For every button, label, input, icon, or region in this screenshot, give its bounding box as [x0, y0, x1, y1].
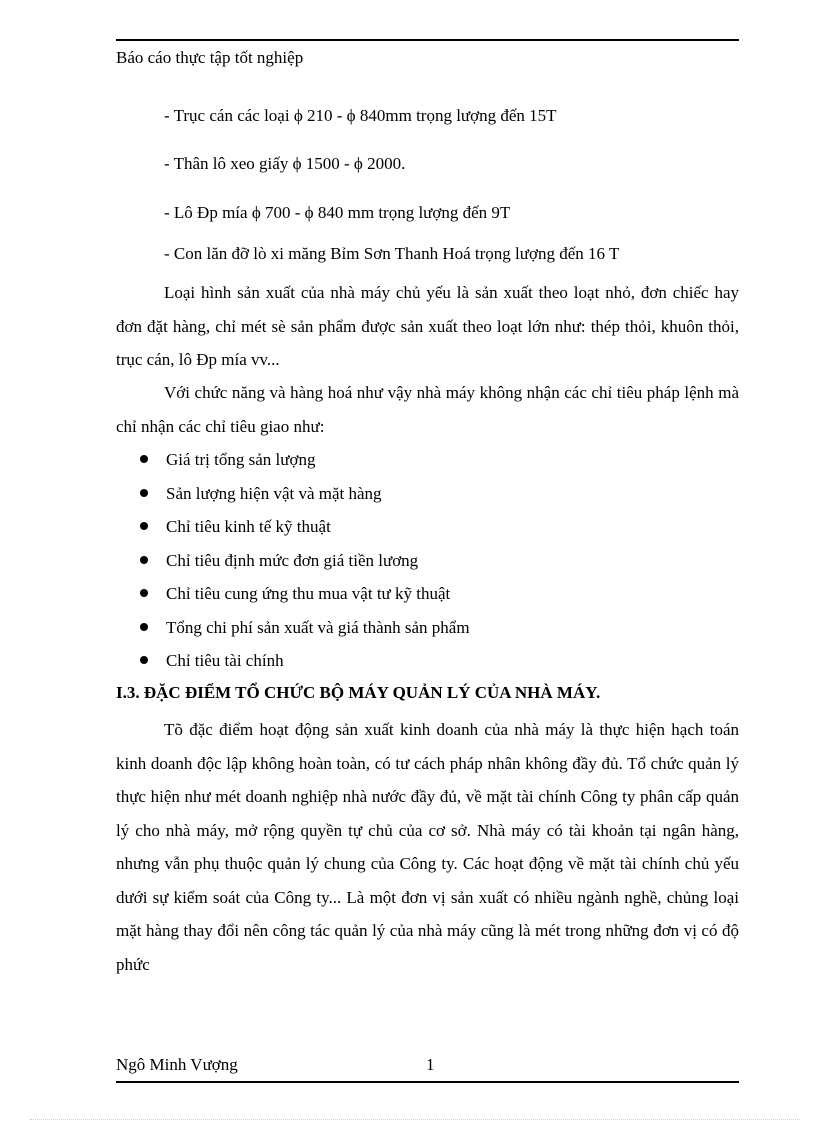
indicator-list: [116, 443, 470, 678]
list-item: Chỉ tiêu tài chính: [116, 644, 470, 678]
list-item: Giá trị tổng sản lượng: [116, 443, 470, 477]
paragraph-production-type: [116, 276, 739, 377]
paragraph-indicators-intro: [116, 376, 739, 443]
footer-author: Ngô Minh Vượng: [116, 1055, 238, 1074]
bullet-icon: [140, 556, 148, 564]
bullet-icon: [140, 489, 148, 497]
page-number: 1: [426, 1055, 435, 1074]
product-line: - Lô Ðp mía ϕ 700 - ϕ 840 mm trọng lượng đến 9T: [164, 203, 511, 222]
product-line: - Trục cán các loại ϕ 210 - ϕ 840mm trọng lượng đến 15T: [164, 106, 557, 125]
bullet-icon: [140, 522, 148, 530]
page-header-title: Báo cáo thực tập tốt nghiệp: [116, 48, 304, 67]
product-line: - Con lăn đỡ lò xi măng Bỉm Sơn Thanh Hoá trọng lượng đến 16 T: [164, 244, 620, 263]
bullet-icon: [140, 589, 148, 597]
header-rule: [116, 39, 739, 41]
list-item: Chỉ tiêu kinh tế kỹ thuật: [116, 510, 470, 544]
list-item: Chỉ tiêu định mức đơn giá tiền lương: [116, 544, 470, 578]
footer-rule: [116, 1081, 739, 1083]
product-line: - Thân lô xeo giấy ϕ 1500 - ϕ 2000.: [164, 154, 406, 173]
list-item: Chỉ tiêu cung ứng thu mua vật tư kỹ thuật: [116, 577, 470, 611]
paragraph-text: Với chức năng và hàng hoá như vậy nhà máy không nhận các chỉ tiêu pháp lệnh mà chỉ nhận các chỉ tiêu giao như:: [116, 383, 739, 436]
bullet-icon: [140, 455, 148, 463]
section-heading: I.3. ĐẶC ĐIỂM TỔ CHỨC BỘ MÁY QUẢN LÝ CỦA NHÀ MÁY.: [116, 683, 601, 702]
paragraph-text: Loại hình sản xuất của nhà máy chủ yếu là sản xuất theo loạt nhỏ, đơn chiếc hay đơn đặt hàng, chỉ mét sè sản phẩm được sản xuất theo loạt lớn như: thép thỏi, khuôn thỏi, trục cán, lô Ðp mía vv...: [116, 283, 739, 369]
paragraph-section-body: [116, 713, 739, 981]
list-item: Sản lượng hiện vật và mặt hàng: [116, 477, 470, 511]
bullet-icon: [140, 623, 148, 631]
paragraph-text: Tõ đặc điểm hoạt động sản xuất kinh doanh của nhà máy là thực hiện hạch toán kinh doanh độc lập không hoàn toàn, có tư cách pháp nhân không đầy đủ. Tổ chức quản lý thực hiện như mét doanh nghiệp nhà nước đầy đủ, về mặt tài chính Công ty phân cấp quản lý cho nhà máy, mở rộng quyền tự chủ của cơ sở. Nhà máy có tài khoản tại ngân hàng, nhưng vẫn phụ thuộc quản lý chung của Công ty. Các hoạt động về mặt tài chính chủ yếu dưới sự kiểm soát của Công ty... Là một đơn vị sản xuất có nhiều ngành nghề, chủng loại mặt hàng thay đổi nên công tác quản lý của nhà máy cũng là mét trong những đơn vị có độ phức: [116, 720, 739, 974]
list-item: Tổng chi phí sản xuất và giá thành sản phẩm: [116, 611, 470, 645]
bullet-icon: [140, 656, 148, 664]
page-edge-divider: [30, 1119, 800, 1120]
